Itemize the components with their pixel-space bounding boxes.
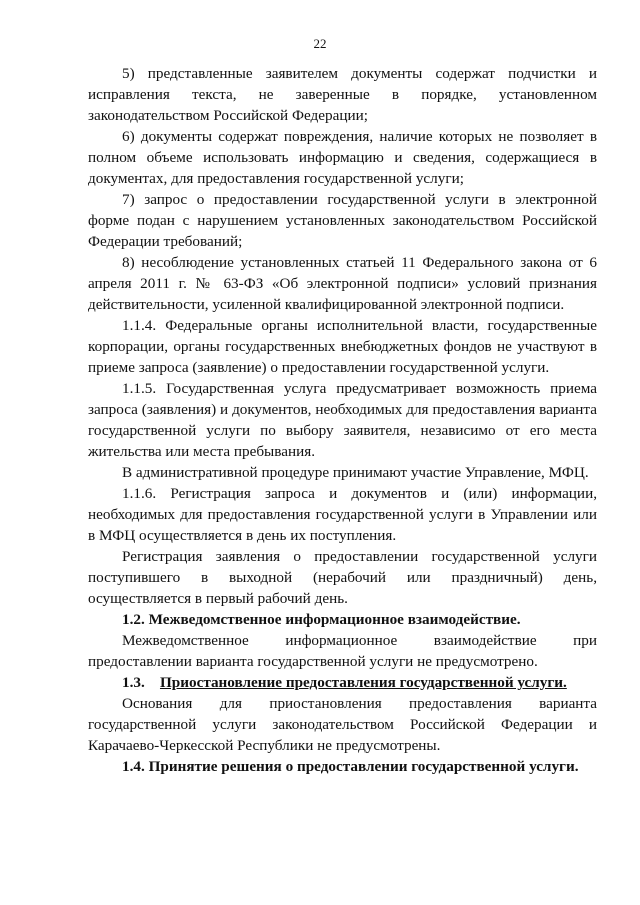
paragraph-interagency: Межведомственное информационное взаимодействие при предоставлении варианта государственной услуги не предусмотрено.	[88, 632, 597, 670]
heading-1-3	[88, 672, 597, 693]
paragraph-1-1-4: 1.1.4. Федеральные органы исполнительной власти, государственные корпорации, органы государственных внебюджетных фондов не участвуют в приеме запроса (заявление) о предоставлении государственной услуги.	[88, 317, 597, 376]
paragraph-1-1-5: 1.1.5. Государственная услуга предусматривает возможность приема запроса (заявления) и документов, необходимых для предоставления варианта государственной услуги по выбору заявителя, независимо от его места жительства или места пребывания.	[88, 380, 597, 460]
document-body	[88, 63, 597, 777]
paragraph-item-7: 7) запрос о предоставлении государственной услуги в электронной форме подан с нарушением установленных законодательством Российской Федерации требований;	[88, 191, 597, 250]
paragraph-suspension-grounds: Основания для приостановления предоставления варианта государственной услуги законодательством Российской Федерации и Карачаево-Черкесской Республики не предусмотрены.	[88, 695, 597, 754]
paragraph-1-1-6: 1.1.6. Регистрация запроса и документов и (или) информации, необходимых для предоставления государственной услуги в Управлении или в МФЦ осуществляется в день их поступления.	[88, 485, 597, 544]
heading-1-4: 1.4. Принятие решения о предоставлении государственной услуги.	[122, 758, 579, 775]
heading-1-3-number: 1.3.	[122, 674, 145, 691]
paragraph-item-6: 6) документы содержат повреждения, наличие которых не позволяет в полном объеме использовать информацию и сведения, содержащиеся в документах, для предоставления государственной услуги;	[88, 128, 597, 187]
paragraph-registration: Регистрация заявления о предоставлении государственной услуги поступившего в выходной (нерабочий или праздничный) день, осуществляется в первый рабочий день.	[88, 548, 597, 607]
heading-1-3-text: Приостановление предоставления государственной услуги.	[159, 674, 567, 691]
paragraph-participants: В административной процедуре принимают участие Управление, МФЦ.	[122, 464, 589, 481]
heading-1-2: 1.2. Межведомственное информационное взаимодействие.	[122, 611, 521, 628]
paragraph-item-8: 8) несоблюдение установленных статьей 11 Федерального закона от 6 апреля 2011 г. № 63-ФЗ «Об электронной подписи» условий признания действительности, усиленной квалифицированной электронной подписи.	[88, 254, 597, 313]
page-number: 22	[313, 36, 327, 51]
paragraph-item-5: 5) представленные заявителем документы содержат подчистки и исправления текста, не заверенные в порядке, установленном законодательством Российской Федерации;	[88, 65, 597, 124]
